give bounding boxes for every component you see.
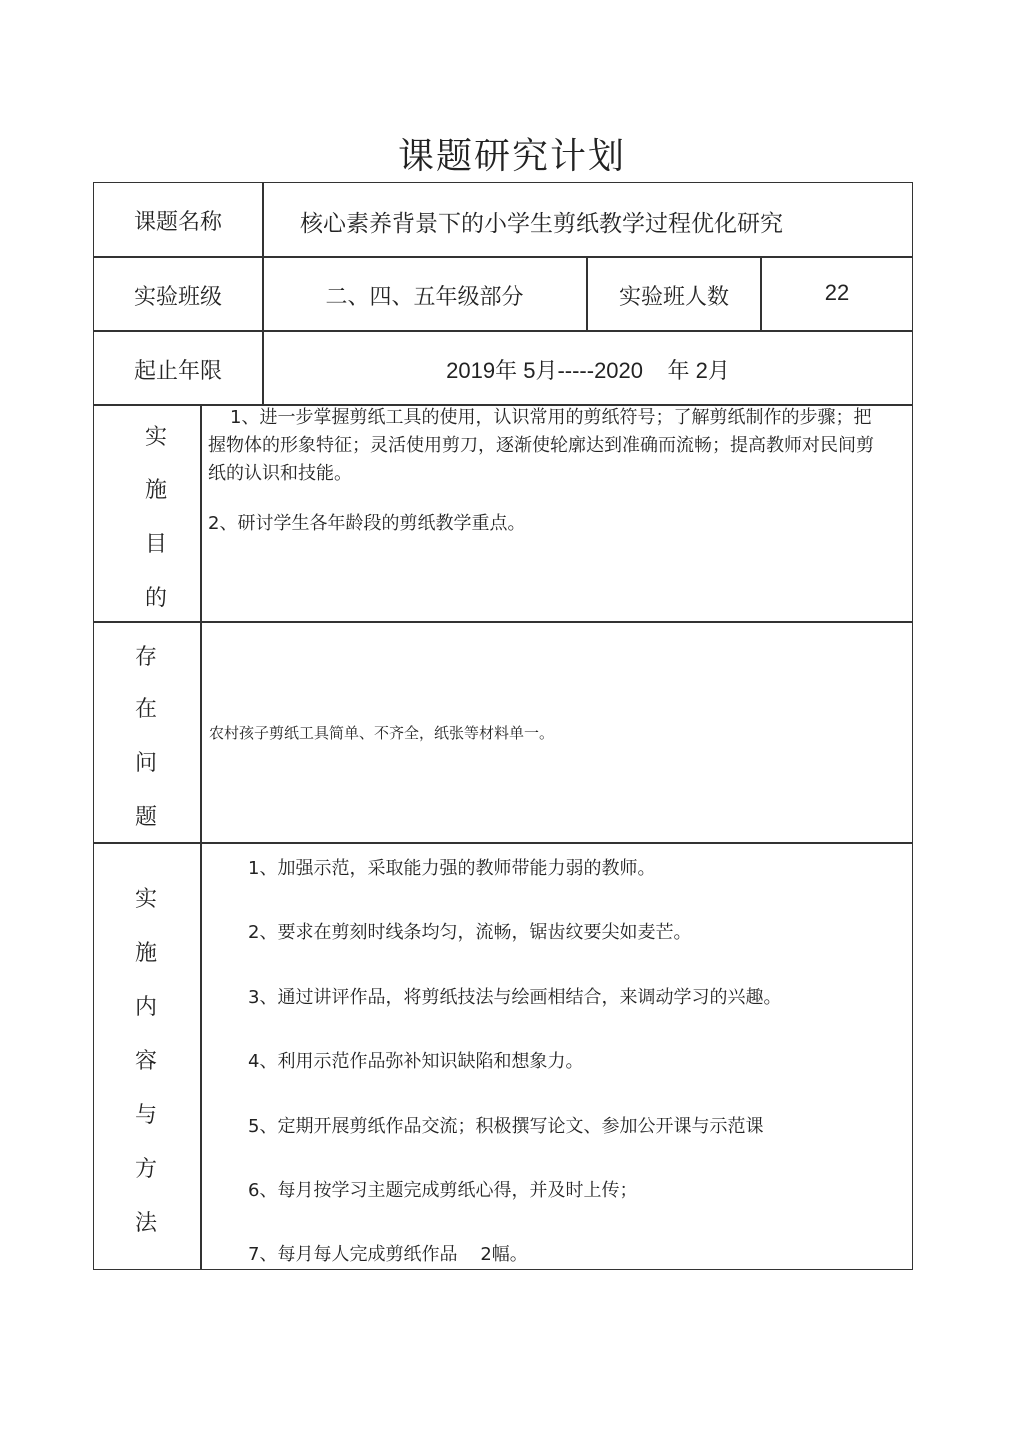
- row-divider: [93, 330, 913, 332]
- col-divider: [200, 404, 202, 1270]
- method-label-char: 施: [134, 941, 157, 966]
- class-label: 实验班级: [133, 285, 222, 310]
- class-count-label: 实验班人数: [618, 285, 729, 310]
- method-item: 5、定期开展剪纸作品交流；积极撰写论文、参加公开课与示范课: [248, 1116, 764, 1137]
- row-divider: [93, 621, 913, 623]
- problem-label-char: 题: [134, 805, 157, 830]
- method-item: 2、要求在剪刻时线条均匀，流畅，锯齿纹要尖如麦芒。: [248, 922, 692, 943]
- row-divider: [93, 256, 913, 258]
- method-label-char: 容: [134, 1049, 157, 1074]
- page-title: 课题研究计划: [397, 136, 626, 177]
- topic-label: 课题名称: [133, 210, 222, 235]
- problem-label-char: 问: [134, 751, 157, 776]
- problem-text: 农村孩子剪纸工具简单、不齐全，纸张等材料单一。: [209, 724, 555, 742]
- method-label-char: 实: [134, 887, 157, 912]
- problem-label-char: 在: [134, 697, 157, 722]
- goal-label-char: 实: [144, 425, 167, 450]
- goal-label-char: 目: [144, 532, 167, 557]
- class-count-value: 22: [824, 280, 850, 305]
- row-divider: [93, 842, 913, 844]
- problem-label-char: 存: [134, 645, 157, 670]
- method-item: 1、加强示范，采取能力强的教师带能力弱的教师。: [248, 858, 656, 879]
- goal-paragraph-1: 1、进一步掌握剪纸工具的使用，认识常用的剪纸符号；了解剪纸制作的步骤；把握物体的形象特征；灵活使用剪刀，逐渐使轮廓达到准确而流畅；提高教师对民间剪纸的认识和技能。: [208, 407, 874, 484]
- topic-value: 核心素养背景下的小学生剪纸教学过程优化研究: [300, 211, 783, 237]
- method-label-char: 法: [134, 1211, 157, 1236]
- method-label-char: 方: [134, 1157, 157, 1182]
- method-label-char: 与: [134, 1103, 157, 1128]
- method-item: 7、每月每人完成剪纸作品 2幅。: [248, 1244, 528, 1265]
- goal-label-char: 的: [144, 586, 167, 611]
- method-item: 4、利用示范作品弥补知识缺陷和想象力。: [248, 1051, 584, 1072]
- goal-paragraph-2: 2、研讨学生各年龄段的剪纸教学重点。: [208, 513, 526, 534]
- method-item: 6、每月按学习主题完成剪纸心得，并及时上传；: [248, 1180, 638, 1201]
- class-value: 二、四、五年级部分: [325, 285, 524, 310]
- period-label: 起止年限: [133, 359, 222, 384]
- goal-label-char: 施: [144, 478, 167, 503]
- method-label-char: 内: [134, 995, 157, 1020]
- method-item: 3、通过讲评作品，将剪纸技法与绘画相结合，来调动学习的兴趣。: [248, 987, 782, 1008]
- period-value: 2019年 5月-----2020 年 2月: [446, 358, 730, 383]
